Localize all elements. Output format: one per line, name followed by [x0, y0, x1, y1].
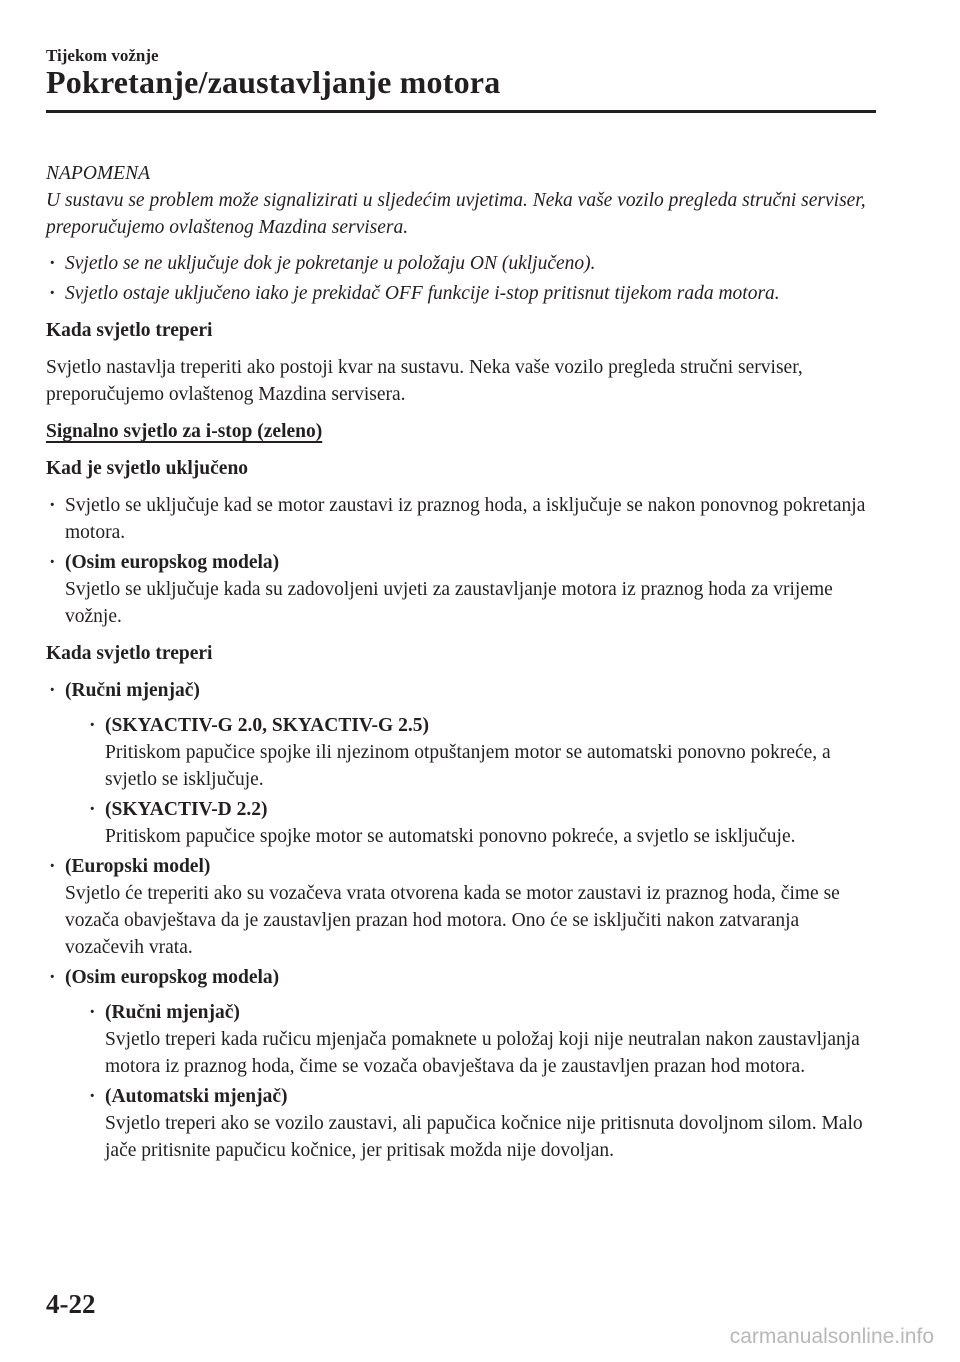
- skyactiv-g-item: [86, 712, 876, 793]
- item-title: · (SKYACTIV-G 2.0, SKYACTIV-G 2.5): [105, 715, 429, 736]
- note-block: [46, 160, 876, 307]
- non-european-automatic-item: [86, 1083, 876, 1164]
- istop-indicator-heading: Signalno svjetlo za i-stop (zeleno): [46, 421, 323, 442]
- item-title: · (Europski model): [65, 856, 211, 877]
- item-text: Svjetlo će treperiti ako su vozačeva vrata otvorena kada se motor zaustavi iz praznog hoda, čime se vozača obavještava da je zaustavljen prazan hod motora. Ono će se isključiti nakon zatvaranja vozačevih vrata.: [65, 883, 840, 958]
- title-divider: [46, 110, 876, 113]
- page-title: Pokretanje/zaustavljanje motora: [46, 64, 501, 100]
- item-text: Svjetlo treperi ako se vozilo zaustavi, ali papučica kočnice nije pritisnuta dovoljnom silom. Malo jače pritisnite papučicu kočnice, jer pritisak možda nije dovoljan.: [105, 1113, 863, 1161]
- page-number: 4-22: [46, 1289, 96, 1319]
- european-model-item: [46, 853, 876, 961]
- item-title: · (Osim europskog modela): [65, 552, 280, 573]
- light-on-item-non-european: [46, 549, 876, 630]
- item-text: Svjetlo se uključuje kada su zadovoljeni uvjeti za zaustavljanje motora iz praznog hoda za vrijeme vožnje.: [65, 579, 833, 627]
- item-title: · (SKYACTIV-D 2.2): [105, 799, 268, 820]
- note-heading: NAPOMENA: [46, 163, 150, 184]
- non-european-sublist: [86, 999, 876, 1164]
- item-text: Pritiskom papučice spojke ili njezinom otpuštanjem motor se automatski ponovno pokreće, a svjetlo se isključuje.: [105, 742, 831, 790]
- light-flashing-list: [46, 677, 876, 1164]
- watermark: carmanualsonline.info: [729, 1325, 934, 1348]
- section-label: Tijekom vožnje: [46, 46, 159, 65]
- manual-transmission-sublist: [86, 712, 876, 850]
- item-title: · (Ručni mjenjač): [65, 680, 200, 701]
- manual-transmission-item: [46, 677, 876, 850]
- non-european-manual-item: [86, 999, 876, 1080]
- item-title: · (Osim europskog modela): [65, 967, 280, 988]
- light-on-item: · Svjetlo se uključuje kad se motor zaustavi iz praznog hoda, a isključuje se nakon ponovnog pokretanja motora.: [46, 492, 876, 546]
- flashing-heading: Kada svjetlo treperi: [46, 320, 213, 341]
- item-text: Svjetlo treperi kada ručicu mjenjača pomaknete u položaj koji nije neutralan nakon zaustavljanja motora iz praznog hoda, čime se vozača obavještava da je zaustavljen prazan hod motora.: [105, 1029, 860, 1077]
- page-content: [46, 160, 876, 1174]
- note-bullet-item: · Svjetlo se ne uključuje dok je pokretanje u položaju ON (uključeno).: [46, 250, 876, 277]
- light-flashing-heading: Kada svjetlo treperi: [46, 643, 213, 664]
- note-text: U sustavu se problem može signalizirati u sljedećim uvjetima. Neka vaše vozilo pregleda stručni serviser, preporučujemo ovlaštenog Mazdina servisera.: [46, 190, 866, 238]
- note-bullet-list: [46, 250, 876, 307]
- item-title: · (Ručni mjenjač): [105, 1002, 240, 1023]
- item-text: Pritiskom papučice spojke motor se automatski ponovno pokreće, a svjetlo se isključuje.: [105, 826, 796, 847]
- flashing-paragraph: Svjetlo nastavlja treperiti ako postoji kvar na sustavu. Neka vaše vozilo pregleda stručni serviser, preporučujemo ovlaštenog Mazdina servisera.: [46, 357, 803, 405]
- item-title: · (Automatski mjenjač): [105, 1086, 288, 1107]
- skyactiv-d-item: [86, 796, 876, 850]
- light-on-heading: Kad je svjetlo uključeno: [46, 458, 249, 479]
- non-european-model-item: [46, 964, 876, 1164]
- note-bullet-item: · Svjetlo ostaje uključeno iako je prekidač OFF funkcije i-stop pritisnut tijekom rada motora.: [46, 280, 876, 307]
- light-on-list: [46, 492, 876, 630]
